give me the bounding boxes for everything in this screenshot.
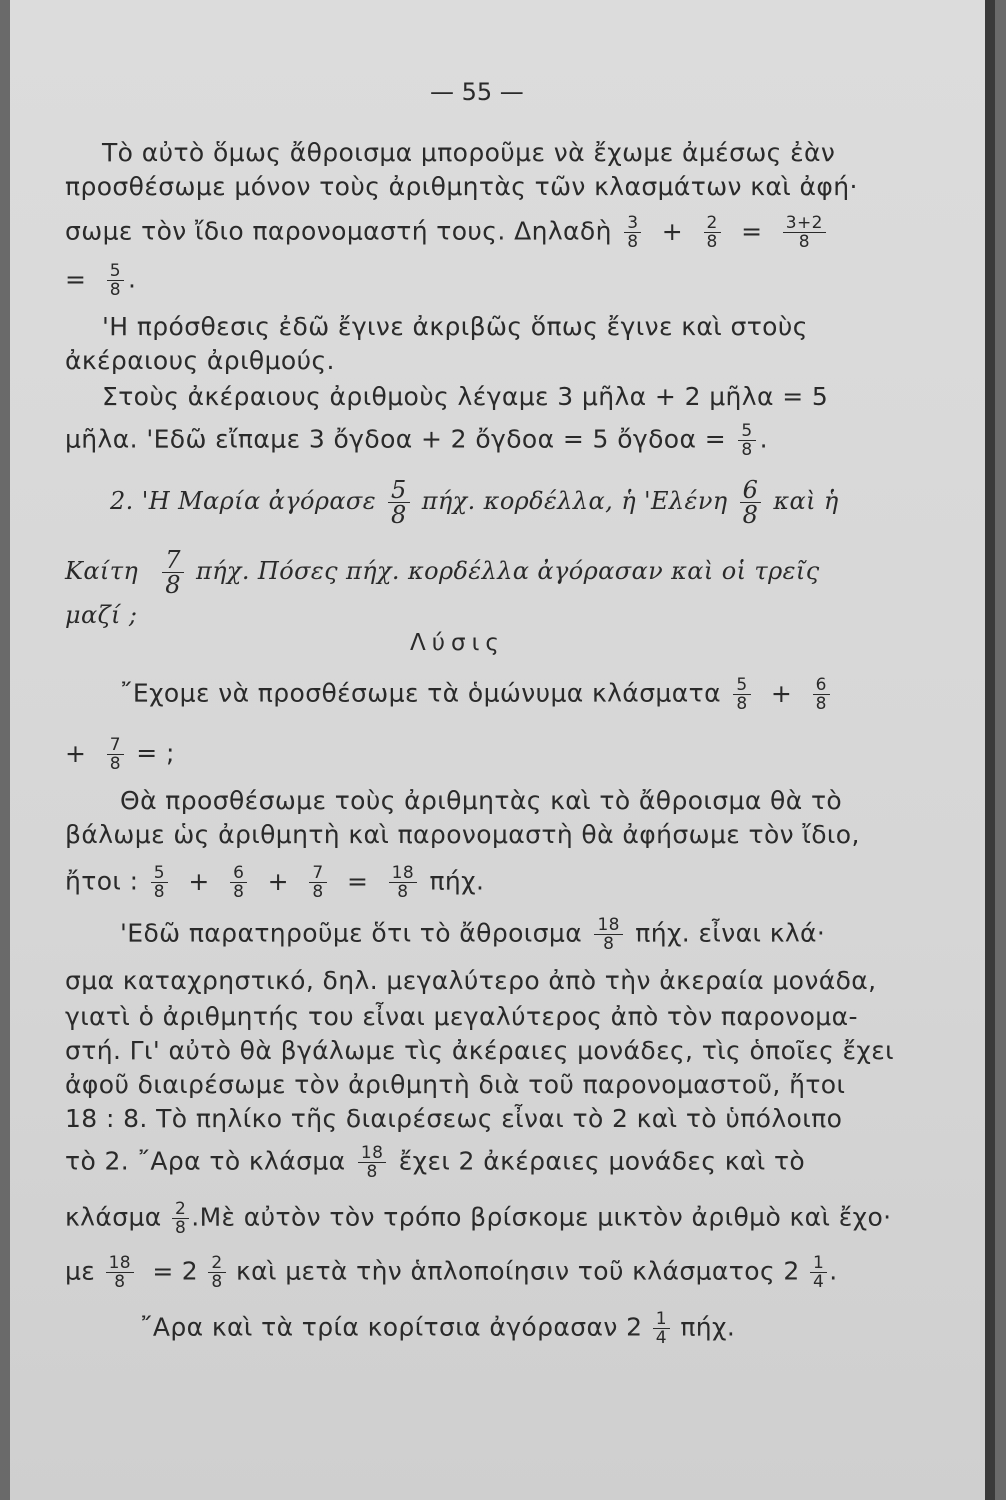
text-line: ἀφοῦ διαιρέσωμε τὸν ἀριθμητὴ διὰ τοῦ παρονομαστοῦ, ἤτοι bbox=[65, 1070, 846, 1099]
text-line: με $\frac{18}{8}$ = 2 $\frac{2}{8}$ καὶ μετὰ τὴν ἁπλοποίησιν τοῦ κλάσματος 2 $\frac{1}{4}$ . bbox=[65, 1253, 838, 1292]
solution-title: Λύσις bbox=[410, 630, 505, 656]
text-line: στή. Γι' αὐτὸ θὰ βγάλωμε τὶς ἀκέραιες μονάδες, τὶς ὁποῖες ἔχει bbox=[65, 1036, 895, 1065]
text-line: Θὰ προσθέσωμε τοὺς ἀριθμητὰς καὶ τὸ ἄθροισμα θὰ τὸ bbox=[120, 786, 843, 815]
text-line: βάλωμε ὡς ἀριθμητὴ καὶ παρονομαστὴ θὰ ἀφήσωμε τὸν ἴδιο, bbox=[65, 820, 860, 849]
book-page bbox=[10, 0, 995, 1500]
text-line: 'Εδῶ παρατηροῦμε ὅτι τὸ ἄθροισμα $\frac{18}{8}$ πήχ. εἶναι κλά· bbox=[120, 915, 826, 954]
problem-line: μαζί ; bbox=[65, 601, 138, 629]
text-line: + $\frac{7}{8}$ = ; bbox=[65, 735, 175, 774]
text-line: ἀκέραιους ἀριθμούς. bbox=[65, 346, 335, 375]
text-line: 18 : 8. Τὸ πηλίκο τῆς διαιρέσεως εἶναι τὸ 2 καὶ τὸ ὑπόλοιπο bbox=[65, 1104, 843, 1133]
text-line: κλάσμα $\frac{2}{8}$ .Μὲ αὐτὸν τὸν τρόπο βρίσκομε μικτὸν ἀριθμὸ καὶ ἔχο· bbox=[65, 1199, 892, 1238]
text-line: Τὸ αὐτὸ ὅμως ἄθροισμα μποροῦμε νὰ ἔχωμε ἀμέσως ἐὰν bbox=[102, 138, 836, 167]
text-line: 'Η πρόσθεσις ἐδῶ ἔγινε ἀκριβῶς ὅπως ἔγινε καὶ στοὺς bbox=[102, 312, 808, 341]
text-line: σωμε τὸν ἴδιο παρονομαστή τους. Δηλαδὴ $\frac{3}{8}$ + $\frac{2}{8}$ = $\frac{3+2}{8}$ bbox=[65, 214, 830, 251]
page-number: — 55 — bbox=[430, 78, 524, 106]
text-line: ῎Εχομε νὰ προσθέσωμε τὰ ὁμώνυμα κλάσματα $\frac{5}{8}$ + $\frac{6}{8}$ bbox=[120, 676, 834, 713]
text-line: Στοὺς ἀκέραιους ἀριθμοὺς λέγαμε 3 μῆλα + 2 μῆλα = 5 bbox=[102, 382, 829, 411]
text-line: γιατὶ ὁ ἀριθμητής του εἶναι μεγαλύτερος ἀπὸ τὸν παρονομα- bbox=[65, 1002, 858, 1031]
page-edge bbox=[985, 0, 995, 1500]
text-line: ἤτοι : $\frac{5}{8}$ + $\frac{6}{8}$ + $\frac{7}{8}$ = $\frac{18}{8}$ πήχ. bbox=[65, 863, 485, 902]
text-line: μῆλα. 'Εδῶ εἴπαμε 3 ὄγδοα + 2 ὄγδοα = 5 ὄγδοα = $\frac{5}{8}$ . bbox=[65, 421, 768, 460]
problem-line: Καίτη $\frac{7}{8}$ πήχ. Πόσες πήχ. κορδέλλα ἀγόρασαν καὶ οἱ τρεῖς bbox=[65, 546, 820, 599]
text-line: τὸ 2. ῎Αρα τὸ κλάσμα $\frac{18}{8}$ ἔχει 2 ἀκέραιες μονάδες καὶ τὸ bbox=[65, 1143, 806, 1182]
text-line: σμα καταχρηστικό, δηλ. μεγαλύτερο ἀπὸ τὴν ἀκεραία μονάδα, bbox=[65, 966, 877, 995]
text-line: = $\frac{5}{8}$ . bbox=[65, 261, 137, 300]
problem-line: 2. 'Η Μαρία ἀγόρασε $\frac{5}{8}$ πήχ. κορδέλλα, ἡ 'Ελένη $\frac{6}{8}$ καὶ ἡ bbox=[110, 476, 839, 529]
text-line: προσθέσωμε μόνον τοὺς ἀριθμητὰς τῶν κλασμάτων καὶ ἀφή· bbox=[65, 172, 858, 201]
text-line: ῎Αρα καὶ τὰ τρία κορίτσια ἀγόρασαν 2 $\frac{1}{4}$ πήχ. bbox=[140, 1309, 736, 1348]
